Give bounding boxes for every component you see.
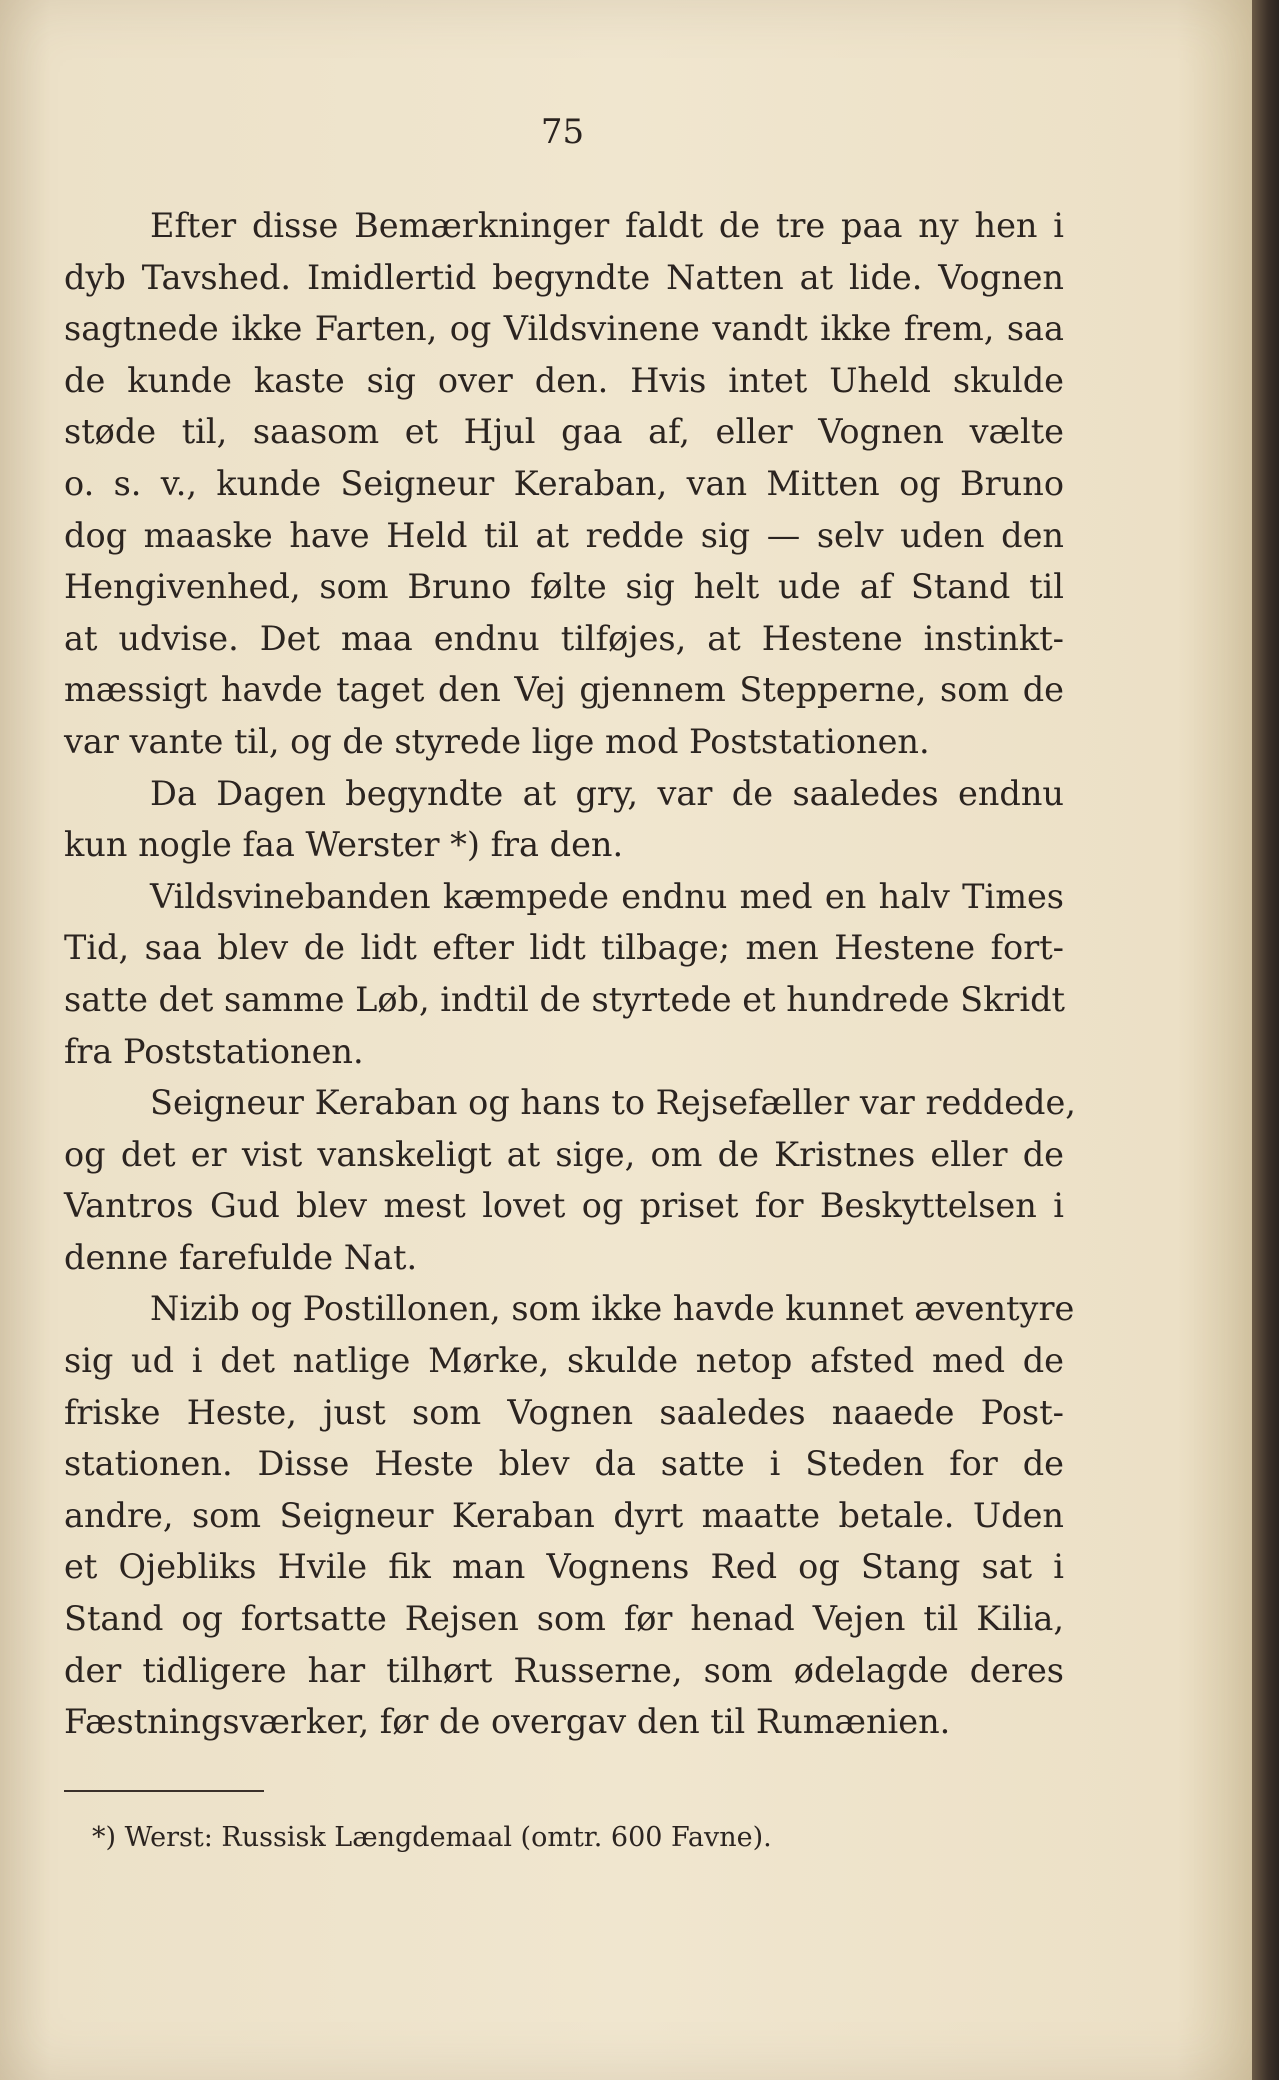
text-line: sig ud i det natlige Mørke, skulde netop afsted med de	[64, 1341, 1064, 1381]
paragraph-5	[64, 1283, 1075, 1747]
text-line: kun nogle faa Werster *) fra den.	[64, 825, 624, 865]
paragraph-2	[64, 768, 1064, 871]
body-text	[64, 200, 1076, 1748]
text-line: Tid, saa blev de lidt efter lidt tilbage; men Hestene fort-	[64, 928, 1064, 968]
text-line: Efter disse Bemærkninger faldt de tre paa ny hen i	[150, 206, 1064, 245]
footnote: *) Werst: Russisk Længdemaal (omtr. 600 Favne).	[92, 1822, 772, 1853]
text-line: sagtnede ikke Farten, og Vildsvinene vandt ikke frem, saa	[64, 309, 1064, 349]
text-line: støde til, saasom et Hjul gaa af, eller Vognen vælte	[64, 412, 1064, 452]
text-line: Da Dagen begyndte at gry, var de saaledes endnu	[150, 773, 1064, 813]
paragraph-4	[64, 1077, 1076, 1283]
text-line: dog maaske have Held til at redde sig — selv uden den	[64, 515, 1064, 555]
text-line: Hengivenhed, som Bruno følte sig helt ude af Stand til	[64, 567, 1064, 607]
text-line: de kunde kaste sig over den. Hvis intet Uheld skulde	[64, 360, 1064, 400]
text-line: Vantros Gud blev mest lovet og priset for Beskyttelsen i	[64, 1186, 1064, 1226]
text-line: et Ojebliks Hvile fik man Vognens Red og Stang sat i	[64, 1547, 1064, 1587]
text-line: Seigneur Keraban og hans to Rejsefæller var reddede,	[150, 1083, 1076, 1123]
text-line: Vildsvinebanden kæmpede endnu med en halv Times	[150, 876, 1064, 916]
text-line: at udvise. Det maa endnu tilføjes, at Hestene instinkt-	[64, 618, 1064, 658]
paragraph-1	[64, 200, 1064, 768]
text-line: denne farefulde Nat.	[64, 1237, 418, 1277]
text-line: Fæstningsværker, før de overgav den til Rumænien.	[64, 1702, 951, 1742]
text-line: mæssigt havde taget den Vej gjennem Stepperne, som de	[64, 670, 1064, 710]
text-line: andre, som Seigneur Keraban dyrt maatte betale. Uden	[64, 1495, 1064, 1535]
text-line: friske Heste, just som Vognen saaledes naaede Post-	[64, 1392, 1064, 1432]
footnote-divider	[64, 1790, 264, 1792]
text-line: dyb Tavshed. Imidlertid begyndte Natten at lide. Vognen	[64, 257, 1064, 297]
text-line: Nizib og Postillonen, som ikke havde kunnet æventyre	[150, 1289, 1075, 1329]
paragraph-3	[64, 871, 1064, 1077]
page-number: 75	[540, 112, 585, 152]
text-line: fra Poststationen.	[64, 1031, 364, 1071]
text-line: Stand og fortsatte Rejsen som før henad Vejen til Kilia,	[64, 1599, 1064, 1639]
book-spine-edge	[1252, 0, 1279, 2080]
text-line: o. s. v., kunde Seigneur Keraban, van Mitten og Bruno	[64, 463, 1064, 503]
text-line: satte det samme Løb, indtil de styrtede et hundrede Skridt	[64, 979, 1066, 1019]
text-line: der tidligere har tilhørt Russerne, som ødelagde deres	[64, 1650, 1064, 1690]
text-line: stationen. Disse Heste blev da satte i Steden for de	[64, 1444, 1064, 1484]
text-line: og det er vist vanskeligt at sige, om de Kristnes eller de	[64, 1134, 1064, 1174]
text-line: var vante til, og de styrede lige mod Poststationen.	[64, 721, 930, 761]
